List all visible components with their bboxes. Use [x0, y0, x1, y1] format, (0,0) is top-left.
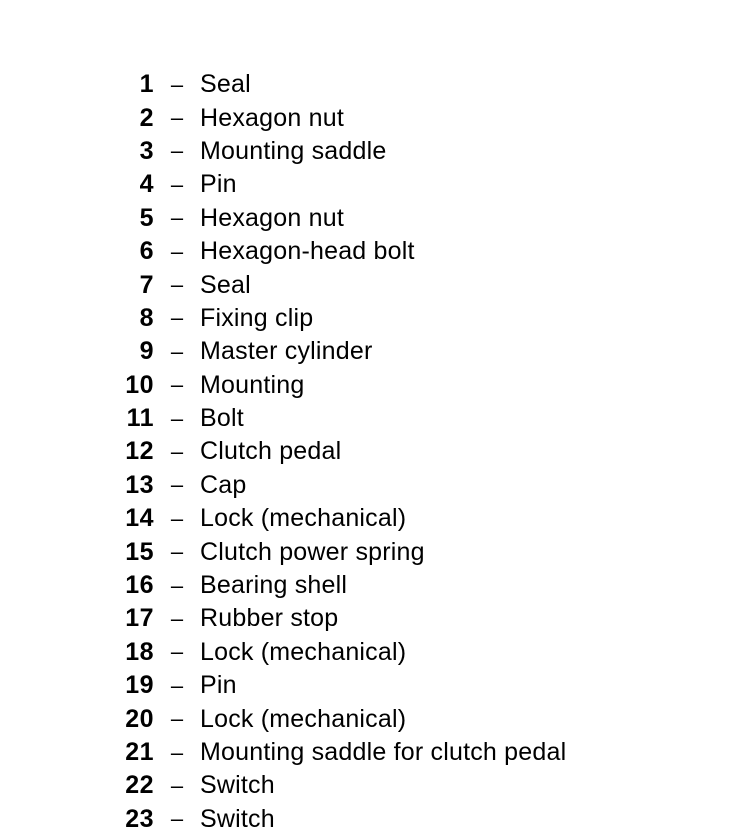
- part-number: 3: [139, 136, 154, 165]
- part-row: [0, 535, 736, 568]
- parts-legend-list: [0, 68, 736, 836]
- part-separator: –: [170, 706, 184, 732]
- part-separator: –: [170, 539, 184, 565]
- part-number: 23: [125, 804, 154, 833]
- part-separator: –: [170, 138, 184, 164]
- part-number: 10: [125, 370, 154, 399]
- part-name: Cap: [200, 470, 247, 499]
- part-separator: –: [170, 472, 184, 498]
- part-separator: –: [170, 505, 184, 531]
- part-separator: –: [170, 572, 184, 598]
- part-row: [0, 335, 736, 368]
- part-row: [0, 569, 736, 602]
- part-row: [0, 402, 736, 435]
- part-name: Hexagon nut: [200, 203, 344, 232]
- part-separator: –: [170, 205, 184, 231]
- part-number: 21: [125, 738, 154, 766]
- part-number: 11: [126, 404, 154, 433]
- part-name: Master cylinder: [200, 337, 373, 366]
- part-row: [0, 736, 736, 769]
- part-number: 12: [125, 437, 154, 466]
- part-row: [0, 302, 736, 335]
- part-separator: –: [170, 605, 184, 631]
- part-separator: –: [170, 672, 184, 698]
- part-row: [0, 135, 736, 168]
- part-number: 18: [125, 637, 154, 666]
- part-number: 22: [125, 771, 154, 800]
- part-name: Clutch power spring: [200, 537, 425, 566]
- part-row: [0, 268, 736, 301]
- part-number: 14: [125, 504, 154, 533]
- part-name: Mounting saddle for clutch pedal: [200, 738, 567, 766]
- part-row: [0, 435, 736, 468]
- part-name: Hexagon nut: [200, 103, 344, 132]
- part-separator: –: [170, 806, 184, 832]
- part-number: 6: [139, 237, 154, 266]
- part-row: [0, 202, 736, 235]
- part-number: 20: [125, 704, 154, 733]
- part-name: Lock (mechanical): [200, 504, 407, 533]
- part-number: 2: [139, 103, 154, 132]
- part-name: Pin: [200, 671, 237, 700]
- part-separator: –: [170, 71, 184, 97]
- part-separator: –: [170, 272, 184, 298]
- part-separator: –: [170, 438, 184, 464]
- part-separator: –: [170, 372, 184, 398]
- part-number: 7: [139, 270, 154, 299]
- part-name: Rubber stop: [200, 604, 339, 633]
- part-number: 1: [139, 70, 154, 99]
- part-row: [0, 669, 736, 702]
- part-row: [0, 469, 736, 502]
- part-number: 15: [125, 537, 154, 566]
- part-number: 16: [125, 571, 154, 600]
- part-row: [0, 636, 736, 669]
- part-separator: –: [170, 639, 184, 665]
- part-separator: –: [170, 305, 184, 331]
- part-row: [0, 168, 736, 201]
- part-row: [0, 602, 736, 635]
- part-name: Bearing shell: [200, 571, 348, 600]
- part-name: Lock (mechanical): [200, 637, 407, 666]
- part-name: Pin: [200, 170, 237, 199]
- part-name: Seal: [200, 270, 251, 299]
- part-row: [0, 769, 736, 802]
- part-name: Clutch pedal: [200, 437, 342, 466]
- part-separator: –: [170, 171, 184, 197]
- part-name: Switch: [200, 771, 275, 800]
- part-name: Hexagon-head bolt: [200, 237, 415, 266]
- part-row: [0, 702, 736, 735]
- part-row: [0, 235, 736, 268]
- part-name: Bolt: [200, 404, 244, 433]
- part-number: 9: [139, 337, 154, 366]
- part-row: [0, 502, 736, 535]
- part-name: Seal: [200, 70, 251, 99]
- part-name: Lock (mechanical): [200, 704, 407, 733]
- part-name: Fixing clip: [200, 303, 314, 332]
- part-row: [0, 101, 736, 134]
- part-row: [0, 369, 736, 402]
- part-number: 19: [125, 671, 154, 700]
- part-separator: –: [170, 338, 184, 364]
- part-row: [0, 68, 736, 101]
- part-separator: –: [170, 739, 184, 765]
- part-separator: –: [170, 405, 184, 431]
- part-separator: –: [170, 105, 184, 131]
- part-number: 17: [125, 604, 154, 633]
- part-name: Mounting: [200, 370, 305, 399]
- part-name: Mounting saddle: [200, 136, 387, 165]
- part-number: 4: [139, 170, 154, 199]
- part-number: 13: [125, 470, 154, 499]
- part-number: 5: [139, 203, 154, 232]
- part-row: [0, 803, 736, 836]
- part-name: Switch: [200, 804, 275, 833]
- part-number: 8: [139, 303, 154, 332]
- part-separator: –: [170, 238, 184, 264]
- part-separator: –: [170, 772, 184, 798]
